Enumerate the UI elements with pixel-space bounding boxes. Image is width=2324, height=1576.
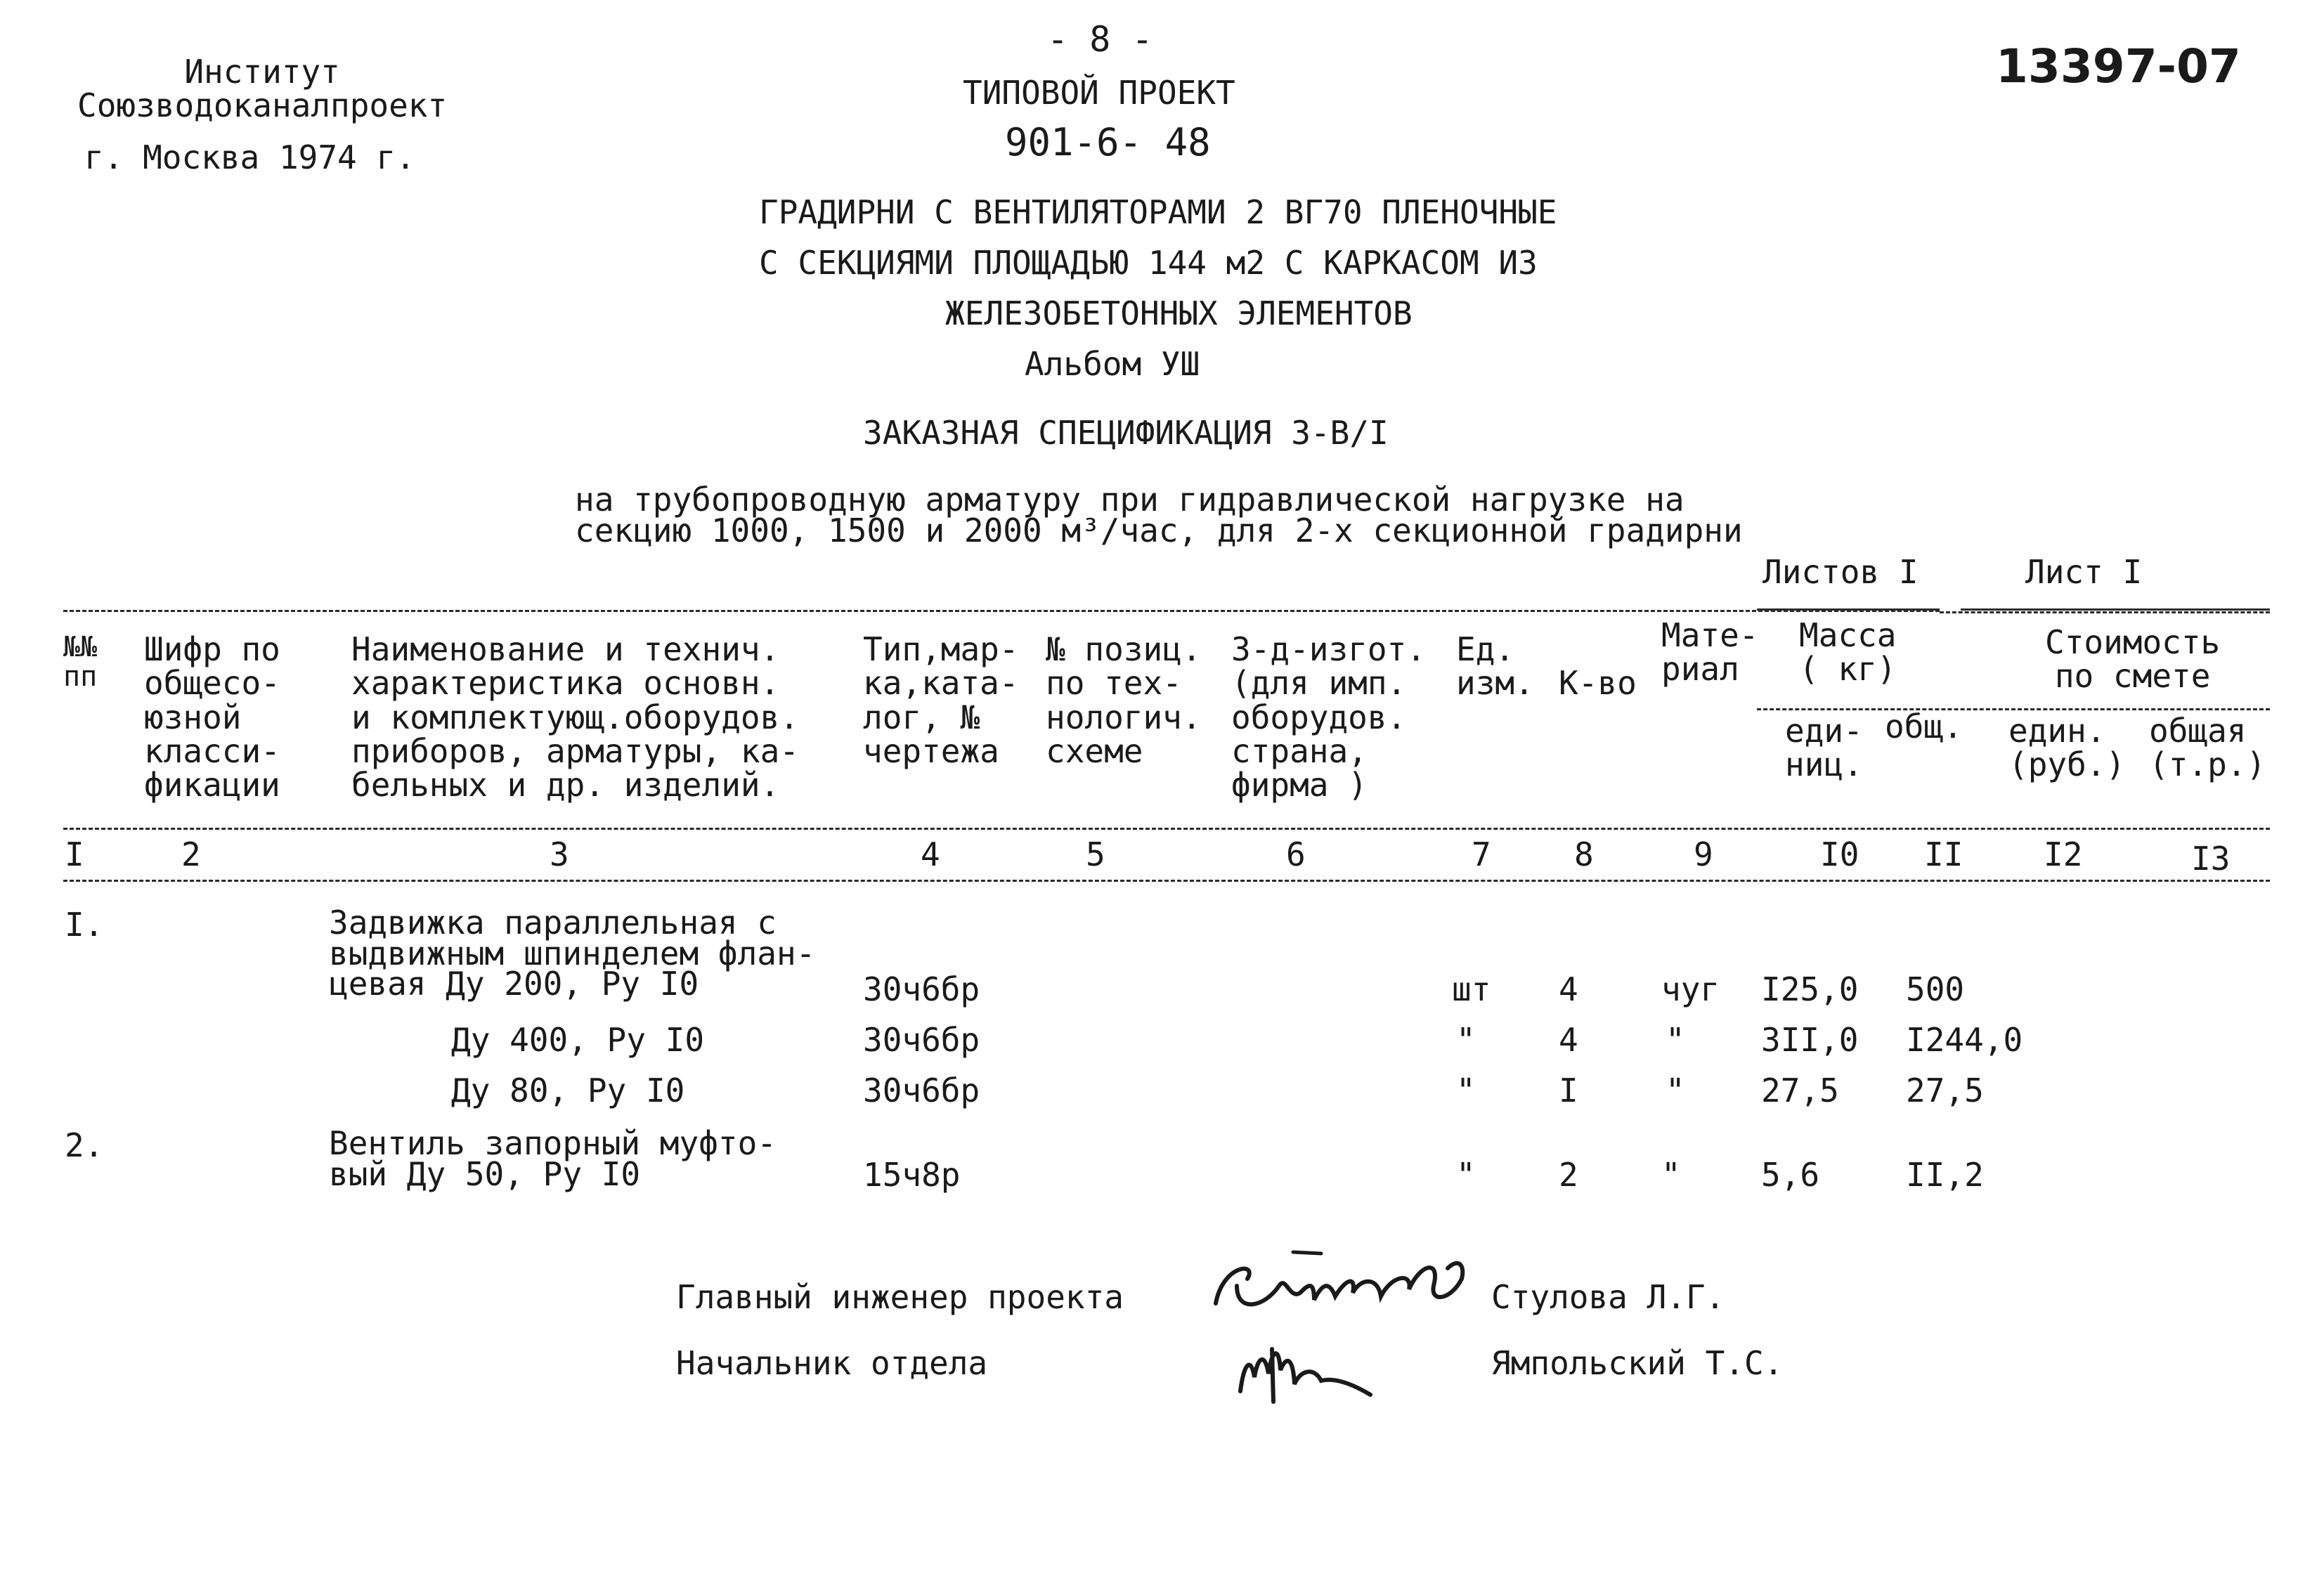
row-name: Ду 400, Ру I0 (451, 1021, 705, 1059)
row-number: 2. (65, 1126, 104, 1164)
signature-name-chief-engineer: Стулова Л.Г. (1491, 1278, 1725, 1316)
column-number: 7 (1472, 835, 1491, 873)
institute-block (77, 55, 447, 123)
row-unit: " (1456, 1021, 1476, 1059)
header-bottom-rule (63, 828, 2270, 830)
institute-name: Институт (184, 53, 340, 91)
header-col-12: един. (руб.) (2008, 712, 2126, 784)
institute-city-year: г. Москва 1974 г. (84, 138, 415, 176)
header-col-4: Тип,мар- ка,ката- лог, № чертежа (863, 630, 1019, 770)
cost-top-rule (1940, 611, 2270, 613)
row-qty: 2 (1559, 1156, 1578, 1194)
signature-role-chief-engineer: Главный инженер проекта (676, 1278, 1124, 1316)
sheets-total: Листов I (1763, 553, 1919, 591)
spec-title: ЗАКАЗНАЯ СПЕЦИФИКАЦИЯ 3-В/I (863, 414, 1389, 452)
project-number: 901-6- 48 (1005, 120, 1211, 164)
table-top-rule (63, 610, 1940, 612)
row-type: 30ч6бр (863, 1072, 980, 1109)
column-number: 2 (181, 835, 201, 873)
spec-subtitle-line-2: секцию 1000, 1500 и 2000 м³/час, для 2-х секционной градирни (575, 511, 1743, 549)
row-number: I. (65, 906, 104, 944)
header-col-1: №№ пп (63, 631, 98, 693)
column-number: 8 (1574, 835, 1594, 873)
sheet-underline (1961, 608, 2270, 611)
row-mass-total: II,2 (1906, 1156, 1984, 1194)
row-unit: " (1456, 1156, 1476, 1194)
column-number: I3 (2191, 840, 2231, 878)
header-col-2: Шифр по общесо- юзной класси- фикации (144, 630, 280, 805)
row-mass-total: 500 (1906, 970, 1965, 1008)
row-unit: " (1456, 1072, 1476, 1109)
column-number: 9 (1694, 835, 1713, 873)
header-col-5: № позиц. по тех- нологич. схеме (1046, 630, 1202, 770)
signature-role-department-head: Начальник отдела (676, 1344, 988, 1382)
title-line-2: С СЕКЦИЯМИ ПЛОЩАДЬЮ 144 м2 С КАРКАСОМ ИЗ (759, 244, 1538, 282)
header-col-6: З-д-изгот. (для имп. оборудов. страна, фирма ) (1231, 630, 1426, 805)
row-qty: 4 (1559, 1021, 1578, 1059)
sheet-number: Лист I (2025, 553, 2143, 591)
header-cost: Стоимость по смете (2045, 623, 2221, 696)
row-qty: I (1559, 1072, 1578, 1109)
row-mass-unit: 27,5 (1761, 1072, 1839, 1109)
sheets-underline (1757, 608, 1940, 611)
album-label: Альбом УШ (1025, 345, 1200, 383)
column-number: II (1924, 835, 1963, 873)
header-col-10: еди- ниц. (1785, 712, 1863, 784)
header-col-7: Ед. изм. (1456, 630, 1534, 703)
header-col-3: Наименование и технич. характеристика основн. и комплектующ.оборудов. приборов, арматуры, ка- бельных и др. изделий. (351, 630, 799, 805)
numbers-bottom-rule (63, 880, 2270, 882)
title-line-3: ЖЕЛЕЗОБЕТОННЫХ ЭЛЕМЕНТОВ (945, 294, 1413, 332)
row-qty: 4 (1559, 970, 1578, 1008)
row-mass-unit: I25,0 (1761, 970, 1859, 1008)
row-name: Ду 80, Ру I0 (451, 1072, 685, 1109)
row-material: " (1666, 1021, 1685, 1059)
row-name: Вентиль запорный муфто- вый Ду 50, Ру I0 (329, 1124, 777, 1193)
column-number: I (65, 835, 84, 873)
column-number: 5 (1086, 835, 1105, 873)
row-mass-total: 27,5 (1906, 1072, 1984, 1109)
row-mass-total: I244,0 (1906, 1021, 2023, 1059)
project-label: ТИПОВОЙ ПРОЕКТ (963, 74, 1235, 112)
row-type: 30ч6бр (863, 1021, 980, 1059)
column-number: I0 (1820, 835, 1859, 873)
spec-subtitle-line-1: на трубопроводную арматуру при гидравлической нагрузке на (575, 481, 1684, 519)
column-number: 6 (1286, 835, 1306, 873)
institute-org: Союзводоканалпроект (77, 86, 448, 125)
column-number: 3 (550, 835, 569, 873)
row-mass-unit: 5,6 (1761, 1156, 1820, 1194)
header-col-13: общая (т.р.) (2149, 712, 2266, 784)
signature-name-department-head: Ямпольский Т.С. (1491, 1344, 1784, 1382)
document-code: 13397-07 (1996, 39, 2241, 93)
row-mass-unit: 3II,0 (1761, 1021, 1859, 1059)
subheader-rule (1757, 708, 2270, 710)
row-material: " (1666, 1072, 1685, 1109)
row-name: Задвижка параллельная с выдвижным шпинделем флан- цевая Ду 200, Ру I0 (329, 904, 816, 1003)
row-type: 15ч8р (863, 1156, 961, 1194)
title-line-1: ГРАДИРНИ С ВЕНТИЛЯТОРАМИ 2 ВГ70 ПЛЕНОЧНЫЕ (759, 193, 1557, 231)
header-col-11: общ. (1885, 708, 1963, 745)
row-unit: шт (1452, 970, 1491, 1008)
spec-subtitle (575, 481, 1743, 549)
handwritten-signature-icon (1209, 1237, 1504, 1335)
handwritten-initials-icon (1230, 1328, 1384, 1412)
header-col-9: Мате- риал (1661, 616, 1759, 689)
header-col-8: К-во (1559, 664, 1637, 702)
row-type: 30ч6бр (863, 970, 980, 1008)
column-number: I2 (2044, 835, 2083, 873)
row-material: чуг (1661, 970, 1720, 1008)
row-material: " (1661, 1156, 1681, 1194)
header-mass: Масса ( кг) (1799, 616, 1897, 689)
column-number: 4 (921, 835, 940, 873)
page-number: - 8 - (1047, 19, 1153, 60)
